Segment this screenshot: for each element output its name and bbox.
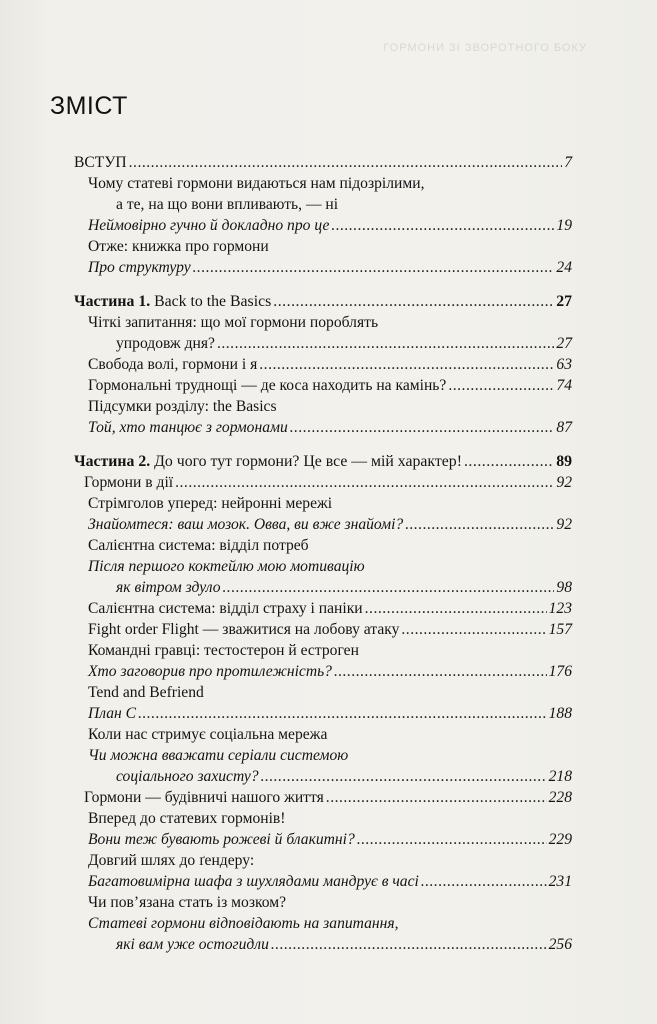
toc-entry[interactable]: які вам уже остогидли ..... 256 [0, 934, 657, 955]
toc-entry: Вперед до статевих гормонів! [88, 810, 286, 827]
table-of-contents [0, 152, 657, 955]
toc-entry: Командні гравці: тестостерон й естроген [88, 642, 359, 659]
toc-entry[interactable]: Багатовимірна шафа з шухлядами мандрує в часі ..... 231 [0, 871, 657, 892]
toc-entry: Tend and Befriend [88, 684, 204, 701]
toc-entry-chapter[interactable]: Гормони — будівничі нашого життя ..... 228 [0, 787, 657, 808]
running-header-showthrough: ГОРМОНИ ЗІ ЗВОРОТНОГО БОКУ [383, 42, 587, 54]
toc-entry: Чи можна вважати серіали системою [88, 747, 349, 764]
toc-entry: Отже: книжка про гормони [88, 238, 269, 255]
section-gap [0, 438, 657, 451]
toc-entry: Чому статеві гормони видаються нам підозрілими, [88, 175, 425, 192]
toc-entry-part-1[interactable]: Частина 1. Back to the Basics ..... 27 [0, 291, 657, 312]
toc-entry[interactable]: Салієнтна система: відділ страху і паніки ..... 123 [0, 598, 657, 619]
toc-entry: Коли нас стримує соціальна мережа [88, 726, 328, 743]
toc-entry[interactable]: Вони теж бувають рожеві й блакитні? ..... 229 [0, 829, 657, 850]
toc-entry-intro[interactable]: ВСТУП ..... 7 [0, 152, 657, 173]
toc-entry[interactable]: Про структуру ..... 24 [0, 257, 657, 278]
toc-entry[interactable]: упродовж дня? ..... 27 [0, 333, 657, 354]
toc-entry: Чіткі запитання: що мої гормони пороблять [88, 314, 379, 331]
toc-entry: Довгий шлях до ґендеру: [88, 852, 255, 869]
toc-entry-chapter[interactable]: Гормони в дії ..... 92 [0, 472, 657, 493]
toc-entry: Чи пов’язана стать із мозком? [88, 894, 287, 911]
toc-entry: Підсумки розділу: the Basics [88, 398, 277, 415]
toc-entry: Після першого коктейлю мою мотивацію [88, 558, 365, 575]
toc-entry[interactable]: Знайомтеся: ваш мозок. Овва, ви вже знайомі? ..... 92 [0, 514, 657, 535]
toc-entry: Салієнтна система: відділ потреб [88, 537, 309, 554]
toc-entry[interactable]: Fight order Flight — зважитися на лобову атаку ..... 157 [0, 619, 657, 640]
toc-entry[interactable]: Гормональні труднощі — де коса находить на камінь? ..... 74 [0, 375, 657, 396]
toc-entry[interactable]: як вітром здуло ..... 98 [0, 577, 657, 598]
page-title: ЗМІСТ [50, 92, 128, 120]
toc-entry: а те, на що вони впливають, — ні [116, 196, 339, 213]
section-gap [0, 278, 657, 291]
toc-entry[interactable]: Свобода волі, гормони і я ..... 63 [0, 354, 657, 375]
toc-entry[interactable]: Хто заговорив про протилежність? ..... 176 [0, 661, 657, 682]
toc-entry[interactable]: План С ..... 188 [0, 703, 657, 724]
toc-entry[interactable]: Неймовірно гучно й докладно про це ..... 19 [0, 215, 657, 236]
toc-entry[interactable]: соціального захисту? ..... 218 [0, 766, 657, 787]
toc-entry: Стрімголов уперед: нейронні мережі [88, 495, 333, 512]
toc-entry[interactable]: Той, хто танцює з гормонами ..... 87 [0, 417, 657, 438]
toc-entry: Статеві гормони відповідають на запитання, [88, 915, 399, 932]
toc-entry-part-2[interactable]: Частина 2. До чого тут гормони? Це все — мій характер! ..... 89 [0, 451, 657, 472]
